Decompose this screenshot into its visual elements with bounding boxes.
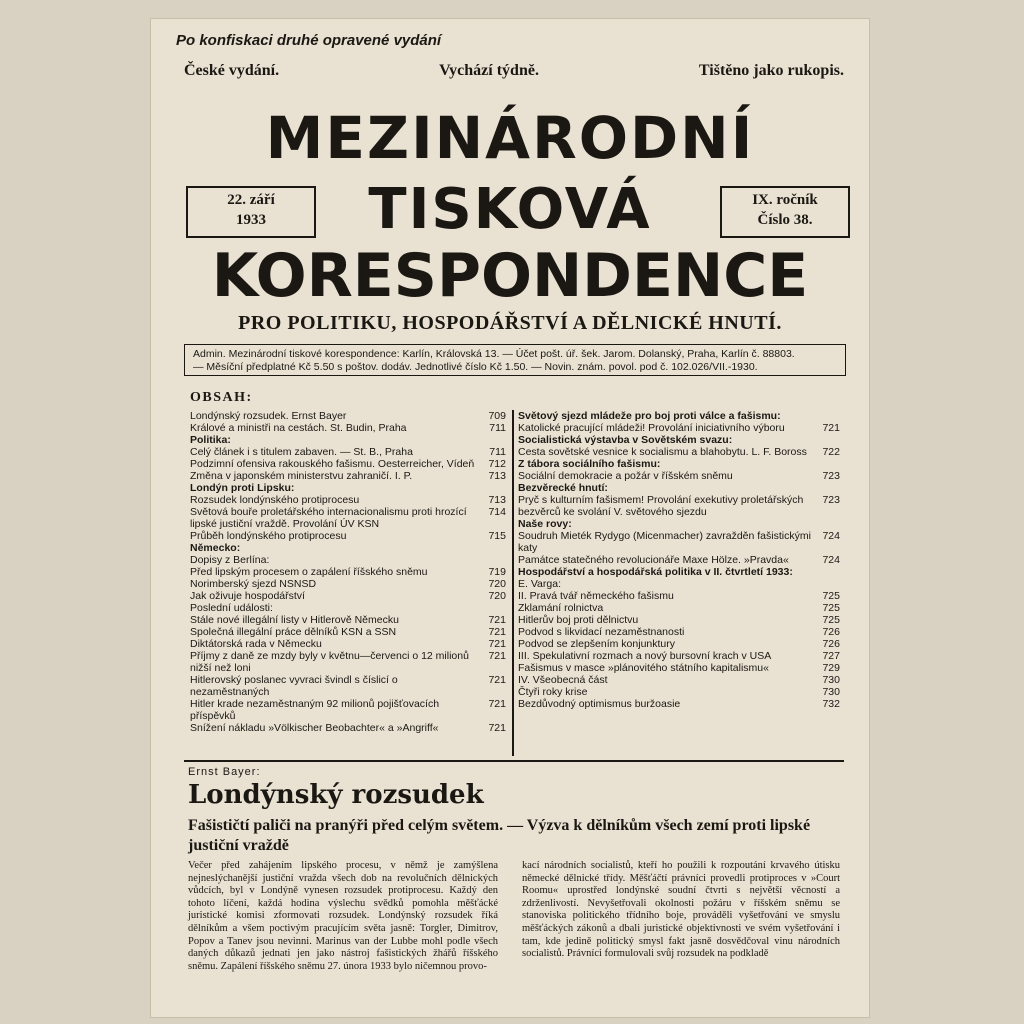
masthead-line-1: MEZINÁRODNÍ <box>265 104 755 172</box>
toc-entry-title: Před lipským procesem o zapálení říšského sněmu <box>190 566 428 578</box>
toc-entry-page <box>478 602 506 614</box>
toc-entry-page <box>812 578 840 590</box>
toc-section-heading: Světový sjezd mládeže pro boj proti válce a fašismu: <box>518 410 781 422</box>
toc-entry[interactable] <box>190 566 506 578</box>
toc-entry[interactable] <box>518 674 840 686</box>
toc-entry[interactable] <box>518 698 840 710</box>
masthead-subtitle: PRO POLITIKU, HOSPODÁŘSTVÍ A DĚLNICKÉ HNUTÍ. <box>238 312 782 334</box>
toc-entry[interactable] <box>190 602 506 614</box>
toc-entry-title: IV. Všeobecná část <box>518 674 608 686</box>
toc-entry[interactable] <box>190 530 506 542</box>
toc-entry-title: III. Spekulativní rozmach a nový bursovní krach v USA <box>518 650 772 662</box>
toc-entry-title: Společná illegální práce dělníků KSN a SSN <box>190 626 397 638</box>
toc-entry-title: Celý článek i s titulem zabaven. — St. B., Praha <box>190 446 413 458</box>
toc-section-heading: Londýn proti Lipsku: <box>190 482 295 494</box>
toc-entry-page: 729 <box>822 662 840 674</box>
date-year: 1933 <box>236 212 266 228</box>
toc-entry-page: 721 <box>488 674 506 686</box>
toc-section-heading: Politika: <box>190 434 231 446</box>
toc-entry-page: 715 <box>488 530 506 542</box>
toc-entry-title: Rozsudek londýnského protiprocesu <box>190 494 360 506</box>
admin-line-2: — Měsíční předplatné Kč 5.50 s poštov. dodáv. Jednotlivé číslo Kč 1.50. — Novin. znám. povol. pod č. 102.026/VII.-1930. <box>193 361 758 373</box>
toc-entry-page: 727 <box>822 650 840 662</box>
article-deck: Fašističtí paliči na pranýři před celým světem. — Výzva k dělníkům všech zemí proti lipské justiční vraždě <box>188 817 811 854</box>
article-column-2: kací národních socialistů, kteří ho použili k rozpoutání krvavého útisku německé dělnické třídy. Měšťáčtí právníci provedli protiproces v »Court Roomu« uprostřed londýnské soudní čtvrti s největší věcností a zdrženlivostí. Nevyšetřovali okolnosti požáru v říšském sněmu se stanoviska politického třídního boje, prováděli vyšetřování ve smyslu měšťáckých zákonů a dbali juristické objektivnosti ve svém vyšetřování i tam, kde jedině politický smysl fakt jasně dosvědčoval vinu národních socialistů. Právníci formulovali svůj rozsudek na podkladě <box>522 860 840 960</box>
toc-entry[interactable] <box>518 638 840 650</box>
toc-entry-page: 713 <box>488 494 506 506</box>
toc-entry-title: Katolické pracující mládeži! Provolání iniciativního výboru <box>518 422 785 434</box>
toc-entry-title: Hitlerův boj proti dělnictvu <box>518 614 639 626</box>
confiscation-notice: Po konfiskaci druhé opravené vydání <box>176 32 442 49</box>
toc-section-heading: Naše rovy: <box>518 518 572 530</box>
toc-section-heading: Z tábora sociálního fašismu: <box>518 458 661 470</box>
toc-entry-page: 723 <box>822 470 840 482</box>
toc-entry-page: 714 <box>488 506 506 518</box>
toc-entry-title: Stále nové illegální listy v Hitlerově Německu <box>190 614 399 626</box>
toc-entry-title: Podvod s likvidací nezaměstnanosti <box>518 626 685 638</box>
toc-entry[interactable] <box>518 446 840 458</box>
toc-entry[interactable] <box>518 614 840 626</box>
toc-entry-title: Podzimní ofensiva rakouského fašismu. Oesterreicher, Vídeň <box>190 458 475 470</box>
toc-entry-page: 711 <box>489 422 506 434</box>
volume-box <box>720 186 850 238</box>
toc-entry[interactable] <box>518 554 840 566</box>
toc-entry-title: Poslední události: <box>190 602 273 614</box>
toc-entry-page: 722 <box>822 446 840 458</box>
toc-entry-title: Bezdůvodný optimismus buržoasie <box>518 698 681 710</box>
toc-entry-page: 709 <box>488 410 506 422</box>
toc-entry-title: Jak oživuje hospodářství <box>190 590 305 602</box>
toc-entry-title: E. Varga: <box>518 578 561 590</box>
toc-entry-page: 726 <box>822 626 840 638</box>
toc-entry-page: 724 <box>822 530 840 542</box>
toc-entry-title: Čtyři roky krise <box>518 686 588 698</box>
newspaper-page <box>150 18 870 1018</box>
toc-entry-title: Snížení nákladu »Völkischer Beobachter« a »Angriff« <box>190 722 439 734</box>
toc-column-divider <box>512 410 514 756</box>
toc-entry[interactable] <box>518 602 840 614</box>
toc-entry[interactable] <box>190 614 506 626</box>
toc-entry[interactable] <box>190 578 506 590</box>
toc-entry-page: 721 <box>488 650 506 662</box>
header-line <box>184 62 844 80</box>
toc-entry-title: Hitlerovský poslanec vyvraci švindl s číslicí o nezaměstnaných <box>190 674 398 698</box>
edition-label: České vydání. <box>184 62 280 79</box>
toc-entry-page: 723 <box>822 494 840 506</box>
toc-entry-title: Zklamání rolnictva <box>518 602 604 614</box>
admin-line-1: Admin. Mezinárodní tiskové korespondence: Karlín, Královská 13. — Účet pošt. úř. šek. Jarom. Dolanský, Praha, Karlín č. 88803. <box>193 348 795 360</box>
toc-entry-title: Cesta sovětské vesnice k socialismu a blahobytu. L. F. Boross <box>518 446 807 458</box>
toc-entry-title: Fašismus v masce »plánovitého státního kapitalismu« <box>518 662 769 674</box>
toc-entry-page: 732 <box>822 698 840 710</box>
toc-entry[interactable] <box>518 686 840 698</box>
toc-entry[interactable] <box>190 422 506 434</box>
toc-entry-title: Příjmy z daně ze mzdy byly v květnu—červenci o 12 milionů nižší než loni <box>190 650 469 674</box>
article-headline: Londýnský rozsudek <box>188 780 484 810</box>
toc-entry-title: Podvod se zlepšením konjunktury <box>518 638 676 650</box>
volume-year: IX. ročník <box>752 192 818 208</box>
toc-entry-page: 721 <box>488 626 506 638</box>
article-column-1: Večer před zahájením lipského procesu, v němž je zamýšlena nejneslýchanější justiční vražda všech dob na revolučních dělnických vůdcích, byl v Londýně vynesen rozsudek protiprocesu. Každý den tohoto líčení, každá hodina výslechu svědků pomohla měšťácké juristické komisi zformovati rozsudek. Londýnský rozsudek říká dělníkům a všem poctivým pracujícím světa jasně: Torgler, Dimitrov, Popov a Tanev jsou nevinni. Marinus van der Lubbe mohl podle všech daných důkazů jednati jen jako nástroj fašistických žhářů říšského sněmu. Zapálení říšského sněmu 27. února 1933 bylo ničemnou provo- <box>188 860 498 972</box>
toc-entry-page: 725 <box>822 590 840 602</box>
toc-entry-title: Londýnský rozsudek. Ernst Bayer <box>190 410 347 422</box>
toc-entry[interactable] <box>190 590 506 602</box>
toc-entry[interactable] <box>518 662 840 674</box>
toc-entry-page: 730 <box>822 674 840 686</box>
masthead-line-2: TISKOVÁ <box>368 177 652 242</box>
toc-entry[interactable] <box>190 554 506 566</box>
date-box <box>186 186 316 238</box>
toc-entry-title: II. Pravá tvář německého fašismu <box>518 590 674 602</box>
toc-entry-title: Sociální demokracie a požár v říšském sněmu <box>518 470 733 482</box>
toc-entry-page: 712 <box>488 458 506 470</box>
toc-entry-page: 726 <box>822 638 840 650</box>
toc-bottom-rule <box>184 760 844 762</box>
toc-entry[interactable] <box>518 578 840 590</box>
toc-entry-title: Památce statečného revolucionáře Maxe Hölze. »Pravda« <box>518 554 789 566</box>
toc-entry-title: Hitler krade nezaměstnaným 92 milionů pojišťovacích příspěvků <box>190 698 440 722</box>
admin-box <box>184 344 846 376</box>
toc-entry-title: Králové a ministři na cestách. St. Budin, Praha <box>190 422 407 434</box>
toc-entry-page: 721 <box>488 614 506 626</box>
toc-entry-page: 724 <box>822 554 840 566</box>
toc-entry-title: Dopisy z Berlína: <box>190 554 270 566</box>
toc-entry-title: Změna v japonském ministerstvu zahraničí. I. P. <box>190 470 413 482</box>
toc-entry-page: 719 <box>488 566 506 578</box>
toc-entry-title: Norimberský sjezd NSNSD <box>190 578 317 590</box>
toc-entry-page: 713 <box>488 470 506 482</box>
toc-entry-page: 721 <box>822 422 840 434</box>
toc-entry-page: 721 <box>488 638 506 650</box>
toc-entry[interactable] <box>190 446 506 458</box>
toc-entry[interactable] <box>518 494 840 518</box>
date-day: 22. září <box>227 192 275 208</box>
toc-entry[interactable] <box>518 530 840 554</box>
toc-entry[interactable] <box>190 506 506 530</box>
toc-entry[interactable] <box>190 650 506 674</box>
toc-entry-title: Průběh londýnského protiprocesu <box>190 530 347 542</box>
toc-entry[interactable] <box>190 410 506 422</box>
toc-entry-page <box>478 554 506 566</box>
toc-entry[interactable] <box>190 674 506 698</box>
toc-entry[interactable] <box>190 722 506 734</box>
toc-entry[interactable] <box>518 626 840 638</box>
toc-entry-page: 720 <box>488 590 506 602</box>
toc-entry[interactable] <box>190 470 506 482</box>
frequency-label: Vychází týdně. <box>439 62 539 79</box>
toc-entry-title: Světová bouře proletářského internacionalismu proti hrozící lipské justiční vraždě. Provolání ÚV KSN <box>190 506 467 530</box>
masthead-line-3: KORESPONDENCE <box>211 241 809 311</box>
toc-entry-page: 721 <box>488 722 506 734</box>
toc-section-heading: Bezvěrecké hnutí: <box>518 482 608 494</box>
toc-entry-page: 711 <box>489 446 506 458</box>
toc-entry[interactable] <box>190 626 506 638</box>
toc-entry-title: Pryč s kulturním fašismem! Provolání exekutivy proletářských bezvěrců ke svolání V. světového sjezdu <box>518 494 804 518</box>
toc-entry[interactable] <box>518 422 840 434</box>
toc-title: OBSAH: <box>190 390 253 405</box>
volume-number: Číslo 38. <box>757 212 813 228</box>
toc-entry-page: 725 <box>822 614 840 626</box>
toc-entry-page: 725 <box>822 602 840 614</box>
article-author: Ernst Bayer: <box>188 766 261 778</box>
toc-entry[interactable] <box>518 590 840 602</box>
toc-left-column <box>190 410 506 734</box>
toc-right-column <box>518 410 840 710</box>
toc-entry[interactable] <box>190 494 506 506</box>
toc-entry[interactable] <box>190 458 506 470</box>
print-note: Tištěno jako rukopis. <box>698 62 844 79</box>
toc-section-heading: Hospodářství a hospodářská politika v II. čtvrtletí 1933: <box>518 566 793 578</box>
toc-entry-page: 730 <box>822 686 840 698</box>
toc-section-heading: Socialistická výstavba v Sovětském svazu: <box>518 434 733 446</box>
toc-entry[interactable] <box>518 650 840 662</box>
toc-entry[interactable] <box>190 638 506 650</box>
toc-entry[interactable] <box>518 470 840 482</box>
toc-entry-page: 721 <box>488 698 506 710</box>
toc-entry-title: Soudruh Mieték Rydygo (Micenmacher) zavražděn fašistickými katy <box>518 530 811 554</box>
toc-entry-title: Diktátorská rada v Německu <box>190 638 322 650</box>
toc-section-heading: Německo: <box>190 542 241 554</box>
toc-entry-page: 720 <box>488 578 506 590</box>
toc-entry[interactable] <box>190 698 506 722</box>
